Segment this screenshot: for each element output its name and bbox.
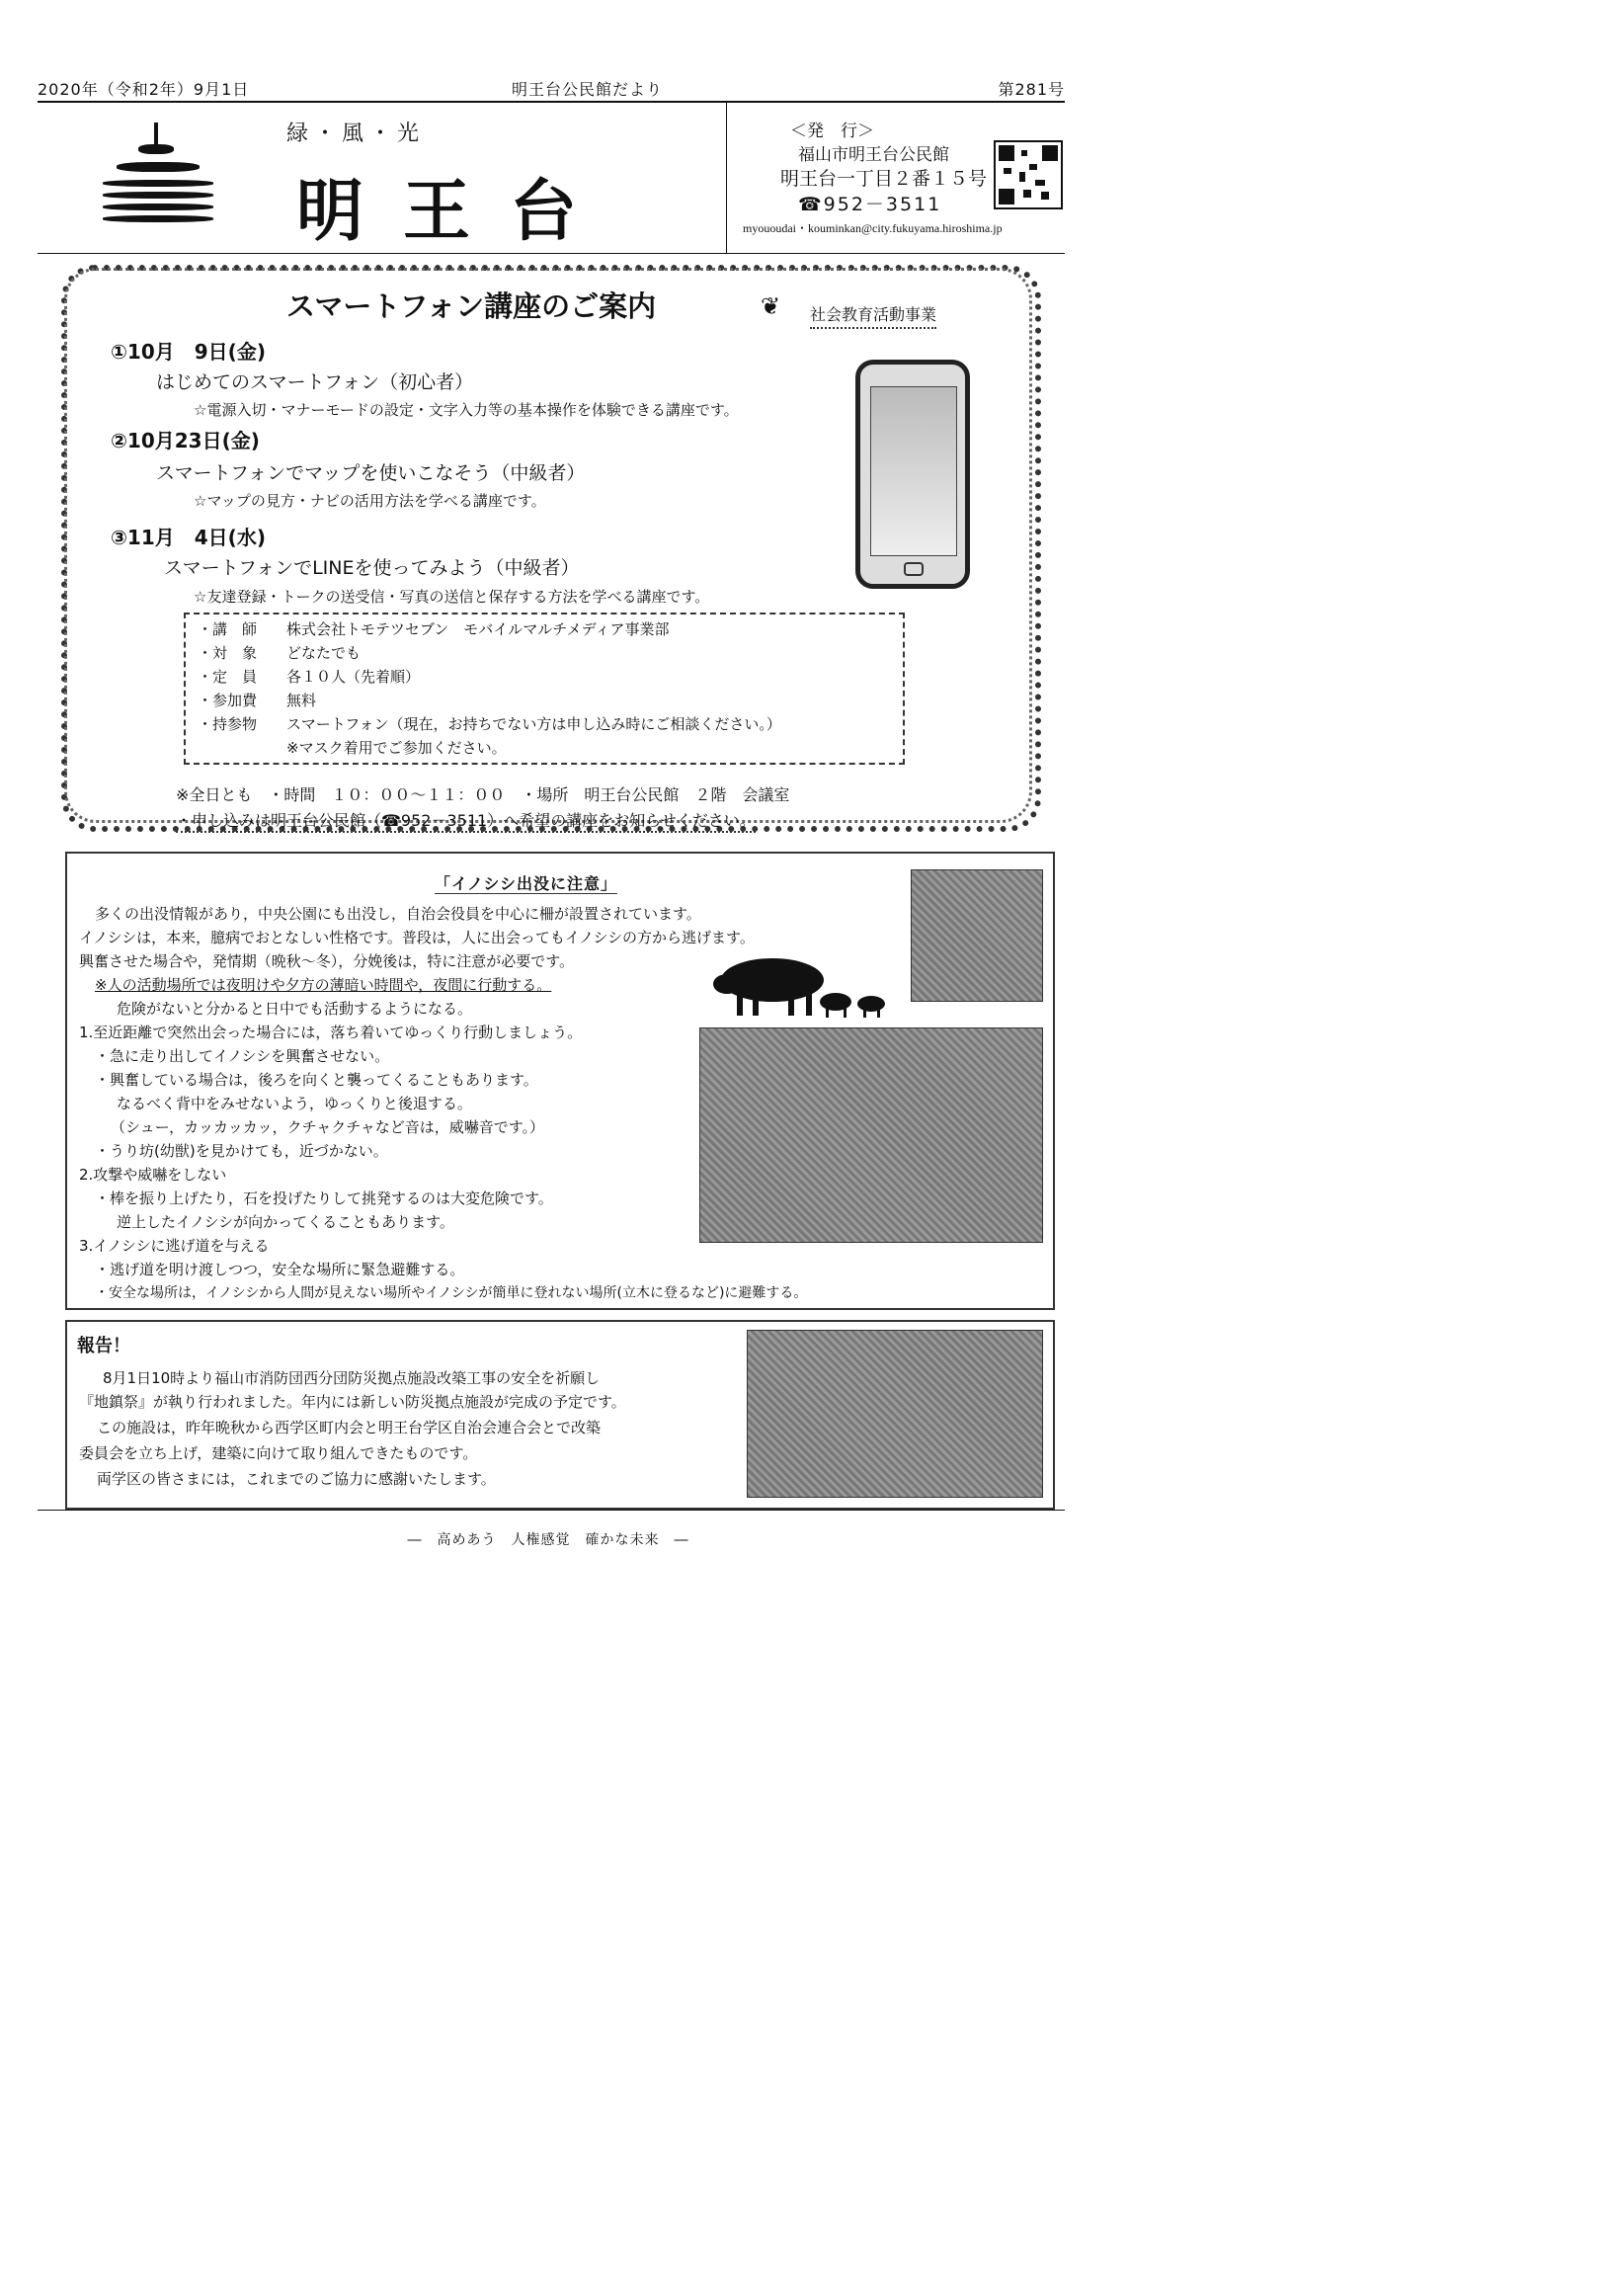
sprout-icon: ❦ (761, 292, 781, 320)
session-name: スマートフォンでLINEを使ってみよう（中級者） (164, 557, 580, 579)
info-label: ・対 象 (198, 644, 258, 662)
report-line: 8月1日10時より福山市消防団西分団防災拠点施設改築工事の安全を祈願し (103, 1369, 601, 1387)
boar-line: ・棒を振り上げたり，石を投げたりして挑発するのは大変危険です。 (95, 1189, 553, 1207)
boar-line: 2.攻撃や威嚇をしない (79, 1166, 227, 1184)
info-value: 各１０人（先着順） (286, 668, 421, 686)
publisher-label: ＜発 行＞ (790, 122, 874, 141)
divider (726, 103, 727, 253)
issue-number: 第281号 (998, 80, 1065, 99)
boar-line: ・興奮している場合は，後ろを向くと襲ってくることもあります。 (95, 1071, 538, 1089)
publisher-name: 福山市明王台公民館 (798, 145, 949, 165)
course-tag: 社会教育活動事業 (810, 302, 936, 329)
mask-note: ※マスク着用でご参加ください。 (286, 739, 507, 757)
report-line: 委員会を立ち上げ，建築に向けて取り組んできたものです。 (79, 1444, 478, 1462)
schedule-note: ※全日とも ・時間 １０：００～１１：００ ・場所 明王台公民館 ２階 会議室 (176, 785, 790, 804)
session-desc: ☆マップの見方・ナビの活用方法を学べる講座です。 (194, 492, 546, 510)
divider (38, 101, 1065, 103)
publisher-email: myououdai・kouminkan@city.fukuyama.hiroshima.jp (743, 221, 1003, 235)
smartphone-illustration (855, 360, 970, 589)
info-value: スマートフォン（現在，お持ちでない方は申し込み時にご相談ください。） (286, 715, 781, 733)
issue-date: 2020年（令和2年）9月1日 (38, 80, 250, 99)
info-label: ・持参物 (198, 715, 258, 733)
session-desc: ☆電源入切・マナーモードの設定・文字入力等の基本操作を体験できる講座です。 (194, 401, 739, 419)
session-date: ①10月 9日(金) (111, 340, 266, 364)
publication-name: 明王台公民館だより (512, 80, 664, 99)
publisher-address: 明王台一丁目２番１５号 (780, 168, 988, 190)
info-value: どなたでも (286, 644, 362, 662)
fence-photo (911, 869, 1043, 1002)
ceremony-photo (747, 1330, 1043, 1498)
apply-note: ・申し込みは明王台公民館（☎952－3511）へ希望の講座をお知らせください。 (176, 808, 756, 833)
session-date: ②10月23日(金) (111, 429, 260, 452)
course-title: スマートフォン講座のご案内 (286, 289, 657, 323)
newsletter-title: 明王台 (296, 172, 617, 251)
boar-line: ※人の活動場所では夜明けや夕方の薄暗い時間や，夜間に行動する。 (95, 976, 552, 994)
boar-line: 危険がないと分かると日中でも活動するようになる。 (117, 1000, 473, 1018)
session-name: はじめてのスマートフォン（初心者） (156, 371, 474, 393)
boar-silhouette-icon (713, 950, 899, 1024)
footer-slogan: ― 高めあう 人権感覚 確かな未来 ― (407, 1532, 689, 1548)
boar-line: ・安全な場所は，イノシシから人間が見えない場所やイノシシが簡単に登れない場所(立木に登るなど)に避難する。 (95, 1285, 808, 1301)
report-line: この施設は，昨年晩秋から西学区町内会と明王台学区自治会連合会とで改築 (97, 1419, 602, 1436)
boar-line: イノシシは，本来，臆病でおとなしい性格です。普段は，人に出会ってもイノシシの方から逃げます。 (79, 929, 755, 946)
session-date: ③11月 4日(水) (111, 526, 266, 549)
report-line: 両学区の皆さまには，これまでのご協力に感謝いたします。 (97, 1470, 496, 1488)
boar-line: 1.至近距離で突然出会った場合には，落ち着いてゆっくり行動しましょう。 (79, 1024, 583, 1041)
boar-line: ・うり坊(幼獣)を見かけても，近づかない。 (95, 1142, 388, 1160)
boar-line: 3.イノシシに逃げ道を与える (79, 1237, 270, 1255)
boar-line: 興奮させた場合や，発情期（晩秋～冬），分娩後は，特に注意が必要です。 (79, 952, 575, 970)
session-name: スマートフォンでマップを使いこなそう（中級者） (156, 462, 586, 484)
park-fence-photo (699, 1027, 1043, 1243)
newsletter-subtitle: 緑・風・光 (286, 122, 426, 146)
session-desc: ☆友達登録・トークの送受信・写真の送信と保存する方法を学べる講座です。 (194, 588, 710, 606)
boar-line: ・急に走り出してイノシシを興奮させない。 (95, 1047, 390, 1065)
publisher-phone: ☎952－3511 (798, 194, 942, 215)
qr-code-icon (994, 140, 1063, 209)
divider (38, 1510, 1065, 1511)
boar-title: 「イノシシ出没に注意」 (435, 874, 618, 893)
info-label: ・参加費 (198, 692, 258, 709)
boar-line: 多くの出没情報があり，中央公園にも出没し，自治会役員を中心に柵が設置されています。 (95, 905, 701, 923)
report-title: 報告！ (77, 1336, 130, 1356)
info-value: 無料 (286, 692, 317, 709)
boar-line: （シュー，カッカッカッ，クチャクチャなど音は，威嚇音です。） (111, 1118, 545, 1136)
info-value: 株式会社トモテツセブン モバイルマルチメディア事業部 (286, 620, 670, 638)
boar-line: 逆上したイノシシが向かってくることもあります。 (117, 1213, 454, 1231)
info-label: ・講 師 (198, 620, 258, 638)
boar-line: なるべく背中をみせないよう，ゆっくりと後退する。 (117, 1095, 472, 1112)
boar-line: ・逃げ道を明け渡しつつ，安全な場所に緊急避難する。 (95, 1261, 465, 1278)
info-label: ・定 員 (198, 668, 258, 686)
report-line: 『地鎮祭』が執り行われました。年内には新しい防災拠点施設が完成の予定です。 (79, 1393, 626, 1411)
